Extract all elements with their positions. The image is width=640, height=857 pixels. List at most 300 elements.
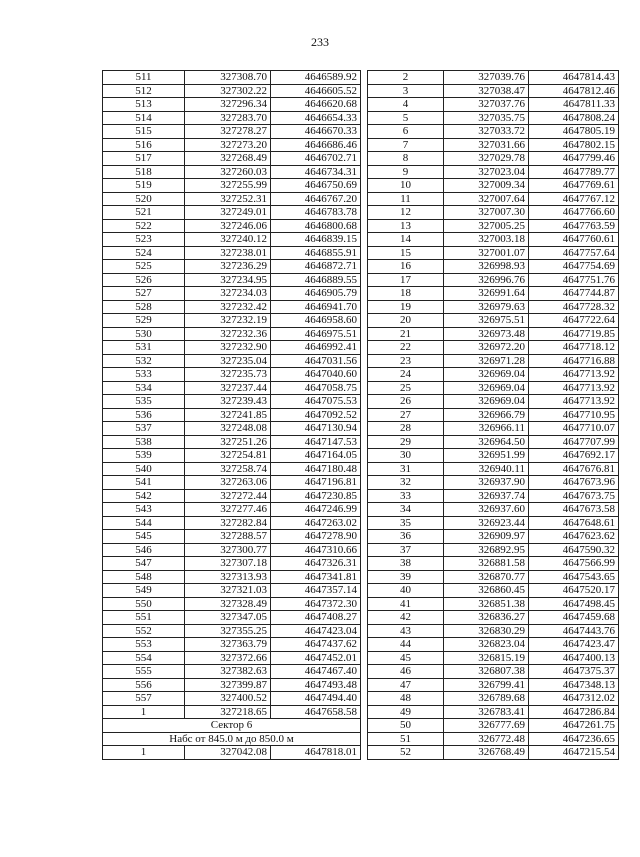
point-number: 516: [103, 138, 185, 152]
coordinate-y: 4647716.88: [529, 354, 619, 368]
coordinate-y: 4647164.05: [271, 449, 361, 463]
point-number: 36: [368, 530, 444, 544]
sector-range-row: [103, 732, 361, 746]
coordinate-x: 327232.36: [185, 327, 271, 341]
coordinate-x: 326937.90: [444, 476, 529, 490]
table-row: [103, 98, 361, 112]
point-number: 528: [103, 300, 185, 314]
table-row: [368, 557, 619, 571]
point-number: 14: [368, 233, 444, 247]
coordinate-x: 326789.68: [444, 692, 529, 706]
coordinate-y: 4647408.27: [271, 611, 361, 625]
coordinate-y: 4646702.71: [271, 152, 361, 166]
table-row: [368, 98, 619, 112]
table-row: [103, 152, 361, 166]
coordinate-y: 4647676.81: [529, 462, 619, 476]
coordinate-y: 4646654.33: [271, 111, 361, 125]
coordinate-y: 4647286.84: [529, 705, 619, 719]
coordinate-y: 4647375.37: [529, 665, 619, 679]
coordinate-x: 327302.22: [185, 84, 271, 98]
coordinate-y: 4647092.52: [271, 408, 361, 422]
table-row: [368, 327, 619, 341]
coordinate-x: 326836.27: [444, 611, 529, 625]
table-row: [368, 462, 619, 476]
table-row: [368, 692, 619, 706]
table-row: [103, 179, 361, 193]
table-row: [103, 233, 361, 247]
coordinate-y: 4647718.12: [529, 341, 619, 355]
table-row: [368, 71, 619, 85]
point-number: 553: [103, 638, 185, 652]
point-number: 555: [103, 665, 185, 679]
table-row: [368, 314, 619, 328]
coordinate-x: 327003.18: [444, 233, 529, 247]
coordinate-y: 4647196.81: [271, 476, 361, 490]
table-row: [368, 746, 619, 760]
coordinate-y: 4647719.85: [529, 327, 619, 341]
coordinate-y: 4647673.58: [529, 503, 619, 517]
coordinate-x: 326969.04: [444, 381, 529, 395]
coordinate-x: 326969.04: [444, 368, 529, 382]
coordinate-x: 327039.76: [444, 71, 529, 85]
point-number: 5: [368, 111, 444, 125]
table-row: [103, 476, 361, 490]
point-number: 539: [103, 449, 185, 463]
coordinate-y: 4647400.13: [529, 651, 619, 665]
table-row: [368, 435, 619, 449]
point-number: 39: [368, 570, 444, 584]
table-row: [103, 489, 361, 503]
coordinate-x: 327232.42: [185, 300, 271, 314]
point-number: 45: [368, 651, 444, 665]
coordinate-y: 4647459.68: [529, 611, 619, 625]
table-row: [103, 435, 361, 449]
table-row: [368, 489, 619, 503]
point-number: 1: [103, 746, 185, 760]
point-number: 544: [103, 516, 185, 530]
coordinate-y: 4646839.15: [271, 233, 361, 247]
coordinate-x: 327254.81: [185, 449, 271, 463]
point-number: 17: [368, 273, 444, 287]
point-number: 519: [103, 179, 185, 193]
point-number: 538: [103, 435, 185, 449]
point-number: 38: [368, 557, 444, 571]
table-row: [368, 624, 619, 638]
coordinate-y: 4647766.60: [529, 206, 619, 220]
coordinate-x: 326964.50: [444, 435, 529, 449]
table-row: [368, 503, 619, 517]
table-row: [103, 651, 361, 665]
table-row: [103, 192, 361, 206]
table-row: [368, 152, 619, 166]
coordinate-x: 327272.44: [185, 489, 271, 503]
table-row: [103, 624, 361, 638]
point-number: 30: [368, 449, 444, 463]
coordinate-x: 327038.47: [444, 84, 529, 98]
point-number: 20: [368, 314, 444, 328]
table-row: [368, 300, 619, 314]
point-number: 546: [103, 543, 185, 557]
table-row: [103, 408, 361, 422]
coordinate-x: 327399.87: [185, 678, 271, 692]
point-number: 37: [368, 543, 444, 557]
coordinate-y: 4647811.33: [529, 98, 619, 112]
point-number: 534: [103, 381, 185, 395]
point-number: 547: [103, 557, 185, 571]
table-row: [368, 422, 619, 436]
point-number: 522: [103, 219, 185, 233]
coordinate-x: 327009.34: [444, 179, 529, 193]
coordinate-y: 4647789.77: [529, 165, 619, 179]
coordinate-x: 327234.03: [185, 287, 271, 301]
coordinate-x: 327251.26: [185, 435, 271, 449]
coordinate-x: 327238.01: [185, 246, 271, 260]
point-number: 545: [103, 530, 185, 544]
coordinate-y: 4646605.52: [271, 84, 361, 98]
table-row: [103, 503, 361, 517]
table-row: [368, 530, 619, 544]
coordinate-y: 4647590.32: [529, 543, 619, 557]
coordinate-x: 326969.04: [444, 395, 529, 409]
coordinate-y: 4647452.01: [271, 651, 361, 665]
table-row: [103, 530, 361, 544]
coordinate-x: 327260.03: [185, 165, 271, 179]
coordinate-x: 326979.63: [444, 300, 529, 314]
table-row: [103, 422, 361, 436]
coordinate-y: 4647812.46: [529, 84, 619, 98]
table-row: [368, 665, 619, 679]
coordinate-x: 326937.74: [444, 489, 529, 503]
point-number: 2: [368, 71, 444, 85]
coordinate-x: 327218.65: [185, 705, 271, 719]
point-number: 10: [368, 179, 444, 193]
table-row: [103, 341, 361, 355]
coordinate-x: 327232.90: [185, 341, 271, 355]
point-number: 536: [103, 408, 185, 422]
coordinate-y: 4647310.66: [271, 543, 361, 557]
coordinate-x: 326975.51: [444, 314, 529, 328]
coordinate-y: 4647805.19: [529, 125, 619, 139]
point-number: 521: [103, 206, 185, 220]
table-row: [103, 543, 361, 557]
point-number: 524: [103, 246, 185, 260]
point-number: 32: [368, 476, 444, 490]
coordinate-y: 4647623.62: [529, 530, 619, 544]
table-row: [103, 138, 361, 152]
point-number: 530: [103, 327, 185, 341]
table-row: [368, 597, 619, 611]
coordinate-y: 4646686.46: [271, 138, 361, 152]
point-number: 549: [103, 584, 185, 598]
coordinate-y: 4647180.48: [271, 462, 361, 476]
coordinate-y: 4647713.92: [529, 395, 619, 409]
coordinate-y: 4646620.68: [271, 98, 361, 112]
table-row: [368, 354, 619, 368]
coordinate-x: 327321.03: [185, 584, 271, 598]
coordinate-y: 4647467.40: [271, 665, 361, 679]
coordinate-x: 327248.08: [185, 422, 271, 436]
point-number: 517: [103, 152, 185, 166]
coordinate-y: 4646855.91: [271, 246, 361, 260]
table-row: [368, 570, 619, 584]
coordinate-y: 4647566.99: [529, 557, 619, 571]
coordinate-x: 327277.46: [185, 503, 271, 517]
point-number: 48: [368, 692, 444, 706]
coordinate-y: 4647341.81: [271, 570, 361, 584]
coordinate-y: 4646905.79: [271, 287, 361, 301]
coordinate-y: 4647261.75: [529, 719, 619, 733]
point-number: 1: [103, 705, 185, 719]
table-row: [103, 273, 361, 287]
coordinate-x: 327241.85: [185, 408, 271, 422]
coordinate-y: 4647760.61: [529, 233, 619, 247]
point-number: 527: [103, 287, 185, 301]
coordinate-y: 4647767.12: [529, 192, 619, 206]
coordinate-y: 4647808.24: [529, 111, 619, 125]
coordinate-x: 327007.64: [444, 192, 529, 206]
point-number: 49: [368, 705, 444, 719]
table-row: [103, 692, 361, 706]
point-number: 8: [368, 152, 444, 166]
table-row: [103, 665, 361, 679]
table-row: [368, 341, 619, 355]
coordinate-x: 326991.64: [444, 287, 529, 301]
table-row: [368, 705, 619, 719]
coordinate-y: 4647246.99: [271, 503, 361, 517]
coordinate-y: 4647520.17: [529, 584, 619, 598]
point-number: 537: [103, 422, 185, 436]
point-number: 3: [368, 84, 444, 98]
table-row: [103, 287, 361, 301]
coordinate-y: 4647230.85: [271, 489, 361, 503]
point-number: 34: [368, 503, 444, 517]
point-number: 24: [368, 368, 444, 382]
coordinate-x: 327237.44: [185, 381, 271, 395]
table-row: [103, 368, 361, 382]
coordinate-x: 327255.99: [185, 179, 271, 193]
coordinate-x: 327363.79: [185, 638, 271, 652]
point-number: 50: [368, 719, 444, 733]
coordinate-y: 4647031.56: [271, 354, 361, 368]
table-row: [103, 611, 361, 625]
point-number: 15: [368, 246, 444, 260]
coordinate-y: 4646800.68: [271, 219, 361, 233]
table-row: [103, 381, 361, 395]
coordinate-x: 326807.38: [444, 665, 529, 679]
coordinate-y: 4647754.69: [529, 260, 619, 274]
table-row: [368, 125, 619, 139]
sector-title: Сектор 6: [103, 719, 361, 733]
coordinate-x: 327355.25: [185, 624, 271, 638]
coordinate-y: 4646958.60: [271, 314, 361, 328]
coordinate-y: 4646975.51: [271, 327, 361, 341]
table-row: [103, 462, 361, 476]
point-number: 548: [103, 570, 185, 584]
table-row: [368, 732, 619, 746]
point-number: 543: [103, 503, 185, 517]
coordinate-y: 4647814.43: [529, 71, 619, 85]
point-number: 35: [368, 516, 444, 530]
table-row: [368, 260, 619, 274]
point-number: 513: [103, 98, 185, 112]
coordinate-x: 326851.38: [444, 597, 529, 611]
point-number: 540: [103, 462, 185, 476]
table-row: [103, 584, 361, 598]
point-number: 43: [368, 624, 444, 638]
coordinate-x: 326909.97: [444, 530, 529, 544]
coordinate-y: 4646941.70: [271, 300, 361, 314]
table-row: [103, 260, 361, 274]
coordinate-y: 4647658.58: [271, 705, 361, 719]
table-row: [103, 597, 361, 611]
coordinate-y: 4647494.40: [271, 692, 361, 706]
coordinate-x: 327328.49: [185, 597, 271, 611]
coordinate-y: 4646889.55: [271, 273, 361, 287]
coordinate-x: 327300.77: [185, 543, 271, 557]
point-number: 42: [368, 611, 444, 625]
point-number: 550: [103, 597, 185, 611]
table-row: [368, 678, 619, 692]
coordinate-x: 327296.34: [185, 98, 271, 112]
point-number: 4: [368, 98, 444, 112]
point-number: 511: [103, 71, 185, 85]
coordinate-y: 4647543.65: [529, 570, 619, 584]
coordinate-x: 326799.41: [444, 678, 529, 692]
coordinate-x: 326823.04: [444, 638, 529, 652]
point-number: 13: [368, 219, 444, 233]
point-number: 26: [368, 395, 444, 409]
table-row: [368, 368, 619, 382]
coordinate-x: 327023.04: [444, 165, 529, 179]
coordinate-x: 326966.79: [444, 408, 529, 422]
table-row: [368, 651, 619, 665]
table-row: [368, 165, 619, 179]
coordinate-y: 4646783.78: [271, 206, 361, 220]
coordinate-x: 327001.07: [444, 246, 529, 260]
point-number: 23: [368, 354, 444, 368]
coordinates-table-right: [367, 70, 619, 760]
page-number: 233: [311, 35, 329, 49]
point-number: 12: [368, 206, 444, 220]
coordinate-x: 326923.44: [444, 516, 529, 530]
right-table-body: [368, 71, 619, 760]
coordinate-y: 4647692.17: [529, 449, 619, 463]
point-number: 552: [103, 624, 185, 638]
coordinate-x: 327007.30: [444, 206, 529, 220]
table-row: [103, 395, 361, 409]
coordinate-y: 4647710.07: [529, 422, 619, 436]
coordinate-x: 327232.19: [185, 314, 271, 328]
table-row: [103, 638, 361, 652]
coordinate-y: 4647713.92: [529, 368, 619, 382]
coordinate-x: 327268.49: [185, 152, 271, 166]
table-row: [103, 327, 361, 341]
sector-range: Набс от 845.0 м до 850.0 м: [103, 732, 361, 746]
coordinate-x: 326783.41: [444, 705, 529, 719]
table-row: [103, 678, 361, 692]
table-row: [368, 449, 619, 463]
coordinate-x: 327282.84: [185, 516, 271, 530]
coordinate-y: 4647751.76: [529, 273, 619, 287]
point-number: 531: [103, 341, 185, 355]
point-number: 554: [103, 651, 185, 665]
coordinate-y: 4647673.96: [529, 476, 619, 490]
coordinate-y: 4647728.32: [529, 300, 619, 314]
table-row: [103, 300, 361, 314]
table-row: [368, 638, 619, 652]
point-number: 44: [368, 638, 444, 652]
coordinate-x: 326768.49: [444, 746, 529, 760]
table-row: [368, 381, 619, 395]
coordinate-x: 326996.76: [444, 273, 529, 287]
point-number: 47: [368, 678, 444, 692]
table-row: [368, 611, 619, 625]
point-number: 525: [103, 260, 185, 274]
coordinate-x: 327033.72: [444, 125, 529, 139]
left-table-body: [103, 71, 361, 760]
coordinate-x: 326972.20: [444, 341, 529, 355]
coordinate-x: 327263.06: [185, 476, 271, 490]
point-number: 557: [103, 692, 185, 706]
coordinate-x: 327236.29: [185, 260, 271, 274]
point-number: 529: [103, 314, 185, 328]
coordinate-x: 327235.04: [185, 354, 271, 368]
coordinate-y: 4647763.59: [529, 219, 619, 233]
point-number: 21: [368, 327, 444, 341]
coordinate-y: 4646670.33: [271, 125, 361, 139]
coordinate-x: 327273.20: [185, 138, 271, 152]
coordinate-x: 327258.74: [185, 462, 271, 476]
coordinate-x: 326971.28: [444, 354, 529, 368]
table-row: [103, 746, 361, 760]
point-number: 512: [103, 84, 185, 98]
coordinate-x: 327042.08: [185, 746, 271, 760]
coordinate-y: 4647278.90: [271, 530, 361, 544]
point-number: 51: [368, 732, 444, 746]
coordinate-x: 326937.60: [444, 503, 529, 517]
coordinate-y: 4647326.31: [271, 557, 361, 571]
coordinate-y: 4647357.14: [271, 584, 361, 598]
coordinate-y: 4647312.02: [529, 692, 619, 706]
coordinate-y: 4647443.76: [529, 624, 619, 638]
coordinate-y: 4647437.62: [271, 638, 361, 652]
point-number: 46: [368, 665, 444, 679]
table-row: [368, 138, 619, 152]
point-number: 29: [368, 435, 444, 449]
table-row: [103, 314, 361, 328]
coordinate-y: 4647040.60: [271, 368, 361, 382]
coordinate-x: 327029.78: [444, 152, 529, 166]
point-number: 535: [103, 395, 185, 409]
table-row: [368, 287, 619, 301]
coordinate-y: 4647130.94: [271, 422, 361, 436]
point-number: 541: [103, 476, 185, 490]
table-row: [103, 125, 361, 139]
coordinate-x: 327283.70: [185, 111, 271, 125]
coordinate-y: 4647722.64: [529, 314, 619, 328]
point-number: 31: [368, 462, 444, 476]
coordinate-y: 4647075.53: [271, 395, 361, 409]
coordinate-x: 327235.73: [185, 368, 271, 382]
coordinate-y: 4647713.92: [529, 381, 619, 395]
coordinate-x: 327308.70: [185, 71, 271, 85]
coordinate-y: 4647818.01: [271, 746, 361, 760]
table-row: [368, 84, 619, 98]
table-row: [368, 476, 619, 490]
coordinate-y: 4647215.54: [529, 746, 619, 760]
coordinate-y: 4646992.41: [271, 341, 361, 355]
table-row: [103, 71, 361, 85]
